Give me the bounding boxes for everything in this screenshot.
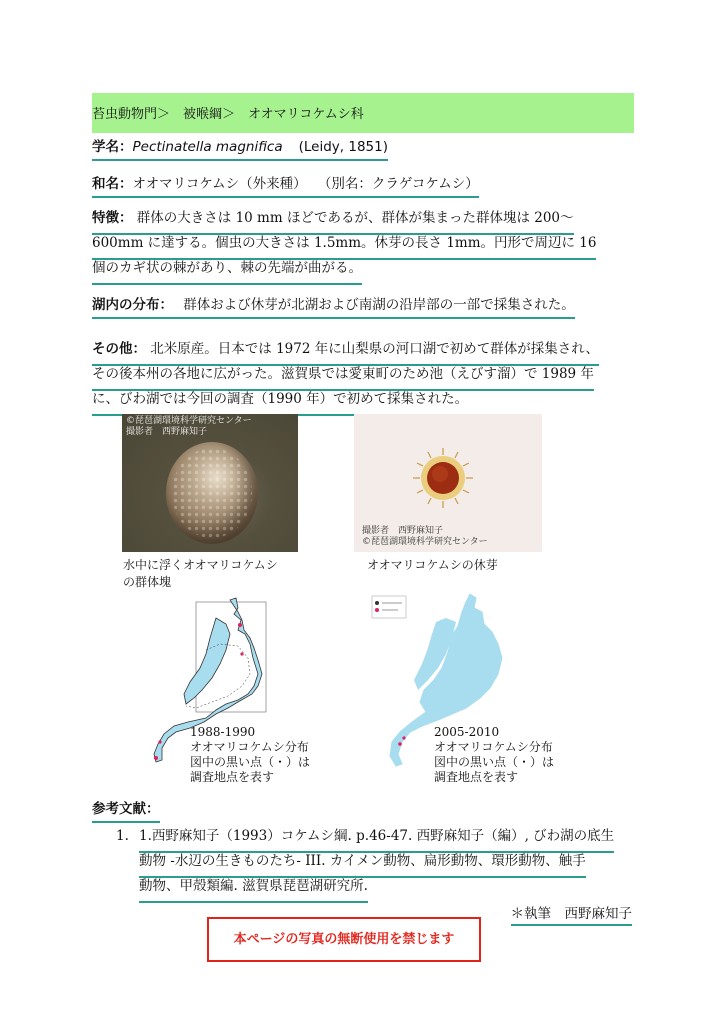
statoblast-credit-line-2: ©琵琶湖環境科学研究センター xyxy=(362,537,488,547)
statoblast-caption xyxy=(367,557,498,574)
map-1988-note-1: 図中の黒い点（・）は xyxy=(190,755,311,769)
map-caption-1988 xyxy=(190,725,310,785)
map-caption-2005 xyxy=(434,725,554,785)
copyright-notice-box xyxy=(207,917,481,962)
reference-line-3: 動物、甲殻類編. 滋賀県琵琶湖研究所. xyxy=(139,874,368,903)
features-paragraph xyxy=(92,206,634,281)
other-line-2: その後本州の各地に広がった。滋賀県では愛東町のため池（えびす溜）で 1989 年 xyxy=(92,362,594,391)
other-paragraph xyxy=(92,337,634,412)
map-2005-note-2: 調査地点を表す xyxy=(434,770,519,784)
statoblast-photo-credit xyxy=(362,526,488,548)
map-legend xyxy=(372,596,406,618)
reference-entry xyxy=(139,824,639,899)
scientific-name-row xyxy=(92,137,388,161)
features-line-2: 600mm に達する。個虫の大きさは 1.5mm。休芽の長さ 1mm。円形で周辺に 16 xyxy=(92,231,596,260)
map-1988-title: オオマリコケムシ分布 xyxy=(190,740,309,754)
colony-credit-line-1: ©琵琶湖環境科学研究センター xyxy=(126,416,252,426)
other-line-3: に、びわ湖では今回の調査（1990 年）で初めて採集された。 xyxy=(92,387,468,416)
scientific-name-label: 学名： xyxy=(92,139,133,155)
japanese-name-row xyxy=(92,174,479,198)
distribution-text: 群体および休芽が北湖および南湖の沿岸部の一部で採集された。 xyxy=(183,297,575,313)
references-heading: 参考文献： xyxy=(92,799,160,823)
map-1988-note-2: 調査地点を表す xyxy=(190,770,275,784)
statoblast-caption-line-1: オオマリコケムシの休芽 xyxy=(367,558,498,572)
taxonomy-text: 苔虫動物門＞ 被喉綱＞ オオマリコケムシ科 xyxy=(92,107,364,122)
reference-line-1: 1.西野麻知子（1993）コケムシ綱. p.46-47. 西野麻知子（編）, びわ湖の底生 xyxy=(139,824,614,853)
distribution-row xyxy=(92,295,575,319)
scientific-name: Pectinatella magnifica xyxy=(132,139,283,155)
colony-caption-line-2: の群体塊 xyxy=(123,575,172,589)
colony-photo xyxy=(122,414,298,552)
japanese-name-alias: （別名：クラゲコケムシ） xyxy=(324,176,479,192)
copyright-notice: 本ページの写真の無断使用を禁じます xyxy=(233,932,455,947)
features-line-3: 個のカギ状の棘があり、棘の先端が曲がる。 xyxy=(92,256,362,285)
features-label: 特徴： xyxy=(92,210,133,226)
japanese-name: オオマリコケムシ（外来種） xyxy=(132,176,307,192)
colony-caption-line-1: 水中に浮くオオマリコケムシ xyxy=(123,558,278,572)
map-2005-title: オオマリコケムシ分布 xyxy=(434,740,553,754)
map-2005-years: 2005-2010 xyxy=(434,725,500,739)
japanese-name-label: 和名： xyxy=(92,176,133,192)
colony-credit-line-2: 撮影者 西野麻知子 xyxy=(126,427,208,437)
references-heading-row xyxy=(92,799,160,823)
reference-number: 1. xyxy=(116,828,129,844)
author-note: ＊執筆 西野麻知子 xyxy=(511,902,633,926)
colony-caption xyxy=(123,557,278,591)
statoblast-photo xyxy=(354,414,542,552)
map-2005-note-1: 図中の黒い点（・）は xyxy=(434,755,555,769)
scientific-name-author: (Leidy, 1851) xyxy=(298,139,388,155)
other-line-1: 北米原産。日本では 1972 年に山梨県の河口湖で初めて群体が採集され、 xyxy=(150,341,600,357)
statoblast-credit-line-1: 撮影者 西野麻知子 xyxy=(362,526,444,536)
taxonomy-header xyxy=(92,93,634,133)
author-note-row xyxy=(511,902,633,926)
map-1988-years: 1988-1990 xyxy=(190,725,256,739)
other-label: その他： xyxy=(92,341,146,357)
colony-photo-credit xyxy=(126,416,252,438)
distribution-label: 湖内の分布： xyxy=(92,297,173,313)
features-line-1: 群体の大きさは 10 mm ほどであるが、群体が集まった群体塊は 200〜 xyxy=(136,210,574,226)
colony-texture xyxy=(172,448,252,538)
reference-line-2: 動物 -水辺の生きものたち- III. カイメン動物、扁形動物、環形動物、触手 xyxy=(139,849,586,878)
